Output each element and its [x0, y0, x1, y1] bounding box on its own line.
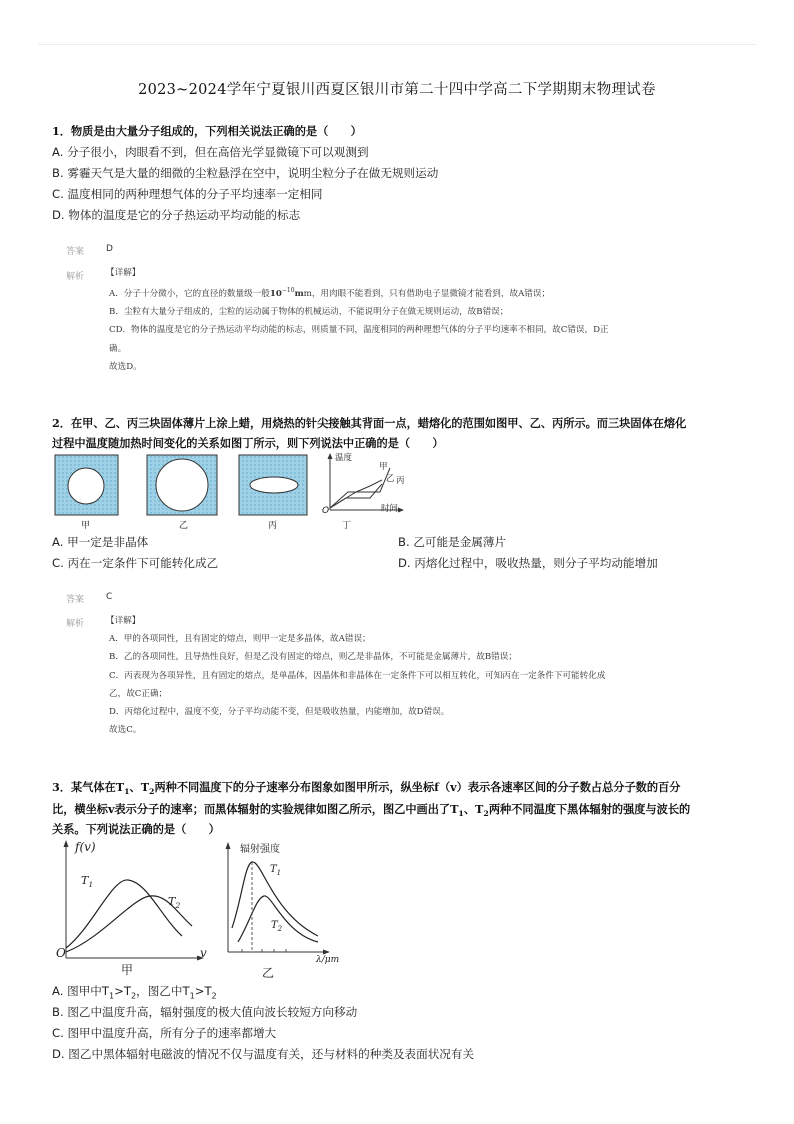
- q3-option-d: D. 图乙中黑体辐射电磁波的情况不仅与温度有关，还与材料的种类及表面状况有关: [52, 1047, 475, 1061]
- q2-graph-origin: O: [322, 506, 330, 516]
- question-1-stem: 1．物质是由大量分子组成的，下列相关说法正确的是（ ）: [52, 124, 362, 138]
- q1-answer-value: D: [106, 244, 113, 254]
- q1-answer-label: 答案: [66, 247, 85, 257]
- curve-t2-blackbody: [238, 896, 318, 942]
- velocity-distribution-graph: [64, 840, 205, 961]
- question-3-stem-line3: 关系。下列说法正确的是（ ）: [52, 822, 220, 836]
- q2-option-a: A. 甲一定是非晶体: [52, 535, 149, 549]
- q2-caption-yi: 乙: [179, 521, 189, 531]
- curve-bing: [330, 484, 382, 508]
- q2-explanation: [106, 612, 726, 739]
- q1-option-c: C. 温度相同的两种理想气体的分子平均速率一定相同: [52, 187, 323, 201]
- q2-exp-c-cont: 乙，故C正确；: [109, 688, 168, 699]
- q2-graph-series-yi: 乙: [386, 474, 395, 484]
- question-2-stem-line1: 2．在甲、乙、丙三块固体薄片上涂上蜡，用烧热的针尖接触其背面一点，蜡熔化的范围如图甲、乙、丙所示。而三块固体在熔化: [52, 416, 687, 430]
- q1-exp-end: 故选D。: [109, 361, 142, 372]
- q1-option-d: D. 物体的温度是它的分子热运动平均动能的标志: [52, 208, 301, 222]
- q2-figure: [50, 452, 450, 532]
- q2-exp-a: A．甲的各项同性，且有固定的熔点，则甲一定是多晶体，故A错误；: [109, 634, 371, 645]
- q2-exp-end: 故选C。: [109, 725, 142, 736]
- q1-exp-a: A．分子十分微小，它的直径的数量级一般$10^{-10}mm$，用肉眼不能看到，只有借助电子显微镜才能看到，故A错误；: [109, 287, 551, 300]
- q2-answer-label: 答案: [66, 595, 85, 605]
- q1-exp-b: B．尘粒有大量分子组成的，尘粒的运动属于物体的机械运动，不能说明分子在做无规则运动，故B错误；: [109, 307, 509, 318]
- q2-exp-d: D．丙熔化过程中，温度不变，分子平均动能不变，但是吸收热量，内能增加，故D错误。: [109, 707, 450, 718]
- q2-option-b: B. 乙可能是金属薄片: [398, 535, 507, 549]
- q1-option-b: B. 雾霾天气是大量的细微的尘粒悬浮在空中，说明尘粒分子在做无规则运动: [52, 166, 439, 180]
- q1-detail-tag: 【详解】: [106, 268, 141, 278]
- q3-graph-b-ylabel: 辐射强度: [240, 844, 280, 855]
- q2-graph-ylabel: 温度: [335, 453, 353, 463]
- q2-caption-bing: 丙: [268, 521, 278, 531]
- question-3-stem-line1: 3．某气体在$T_1$、$T_2$两种不同温度下的分子速率分布图象如图甲所示，纵坐标f（v）表示各速率区间的分子数占总分子数的百分: [52, 780, 681, 797]
- q1-analysis-label: 解析: [66, 272, 85, 282]
- q3-graph-a-t2: $T_2$: [168, 895, 181, 911]
- q3-option-b: B. 图乙中温度升高，辐射强度的极大值向波长较短方向移动: [52, 1005, 358, 1019]
- q3-graph-a-origin: O: [56, 946, 66, 960]
- q2-caption-ding: 丁: [342, 521, 352, 531]
- q3-graph-b-xlabel: λ/μm: [316, 955, 340, 965]
- q1-option-a: A. 分子很小，肉眼看不到，但在高倍光学显微镜下可以观测到: [52, 145, 369, 159]
- blackbody-graph: [226, 842, 331, 955]
- q1-exp-cd-cont: 确。: [109, 343, 127, 354]
- q2-graph-series-jia: 甲: [379, 462, 388, 472]
- plate-jia: [55, 455, 118, 515]
- curve-yi: [330, 480, 382, 508]
- q2-graph-series-bing: 丙: [396, 476, 405, 486]
- q2-analysis-label: 解析: [66, 619, 85, 629]
- q3-option-a: A. 图甲中$T_1>T_2$，图乙中$T_1>T_2$: [52, 984, 217, 1001]
- q2-exp-c: C．丙表现为各项异性，且有固定的熔点，是单晶体，因晶体和非晶体在一定条件下可以相互转化，可知丙在一定条件下可能转化成: [109, 670, 606, 681]
- q2-answer-value: C: [106, 592, 113, 602]
- q2-caption-jia: 甲: [81, 521, 91, 531]
- q3-graph-a-xlabel: v: [200, 946, 207, 960]
- q3-graph-b-t1: $T_1$: [270, 864, 282, 877]
- q3-graph-b-caption: 乙: [262, 966, 275, 980]
- q2-option-d: D. 丙熔化过程中，吸收热量，则分子平均动能增加: [398, 556, 658, 570]
- q1-explanation: [106, 264, 726, 376]
- q3-graph-b-t2: $T_2$: [271, 920, 283, 933]
- header-rule: [38, 44, 756, 45]
- q3-graph-a-caption: 甲: [121, 963, 134, 977]
- q2-exp-b: B．乙的各项同性，且导热性良好，但是乙没有固定的熔点，则乙是非晶体，不可能是金属薄片，故B错误；: [109, 652, 517, 663]
- question-2-stem-line2: 过程中温度随加热时间变化的关系如图丁所示，则下列说法中正确的是（ ）: [52, 436, 444, 450]
- page-title: 2023~2024学年宁夏银川西夏区银川市第二十四中学高二下学期期末物理试卷: [138, 82, 656, 98]
- plate-bing: [239, 455, 307, 515]
- q1-exp-cd: CD．物体的温度是它的分子热运动平均动能的标志，则质量不同，温度相同的两种理想气体的分子平均速率不相同，故C错误，D正: [109, 325, 609, 336]
- q3-option-c: C. 图甲中温度升高，所有分子的速率都增大: [52, 1026, 277, 1040]
- q2-detail-tag: 【详解】: [106, 616, 141, 626]
- curve-t1: [66, 880, 182, 948]
- question-3-stem-line2: 比，横坐标v表示分子的速率；而黑体辐射的实验规律如图乙所示，图乙中画出了$T_1$、$T_2$两种不同温度下黑体辐射的强度与波长的: [52, 802, 691, 819]
- plate-yi: [147, 455, 217, 515]
- q2-graph-xlabel: 时间: [381, 504, 399, 514]
- q2-option-c: C. 丙在一定条件下可能转化成乙: [52, 556, 219, 570]
- q3-graph-a-t1: $T_1$: [81, 874, 94, 890]
- q3-graph-a-ylabel: f(v): [75, 840, 96, 854]
